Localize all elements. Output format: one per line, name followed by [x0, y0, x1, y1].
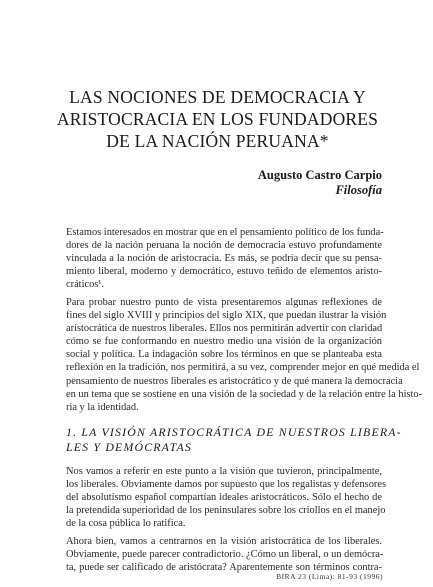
- title-line: LAS NOCIONES DE DEMOCRACIA Y: [69, 86, 366, 107]
- text-line: Estamos interesados en mostrar que en el pensamiento político de los funda-: [66, 227, 384, 238]
- text-line: cráticos¹.: [66, 279, 105, 291]
- text-line: del absolutismo español compartían ideales aristocráticos. Sólo el hecho de: [66, 492, 382, 504]
- text-line: ta, puede ser calificado de aristócrata? Aparentemente son términos contra-: [66, 562, 382, 574]
- paragraph-1: [66, 226, 382, 291]
- text-line: Ahora bien, vamos a centrarnos en la visión aristocrática de los liberales.: [66, 536, 382, 547]
- paragraph-3: [66, 465, 387, 530]
- section-heading-line: 1. LA VISIÓN ARISTOCRÁTICA DE NUESTROS LIBERA-: [66, 425, 402, 439]
- text-line: de la cosa pública lo ratifica.: [66, 518, 186, 530]
- text-line: miento liberal, moderno y democrático, estuvo teñido de elementos aristo-: [66, 266, 382, 278]
- page-footer: BIRA 23 (Lima): 81-93 (1996): [276, 572, 383, 581]
- text-line: Para probar nuestro punto de vista presentaremos algunas reflexiones de: [66, 297, 382, 308]
- author-block: [258, 168, 382, 198]
- paragraph-4: [66, 535, 382, 574]
- author-department: Filosofía: [335, 183, 382, 197]
- title-line: ARISTOCRACIA EN LOS FUNDADORES: [56, 108, 379, 129]
- text-line: en un tema que se sostiene en una visión de la sociedad y de la relación entre la histo-: [66, 388, 423, 400]
- text-line: los liberales. Obviamente damos por supuesto que los regalistas y defensores: [66, 479, 387, 491]
- text-line: dores de la nación peruana la noción de democracia estuvo profundamente: [66, 240, 382, 252]
- text-line: la pretendida superioridad de los peninsulares sobre los criollos en el manejo: [66, 505, 386, 517]
- text-line: vinculada a la noción de aristocracia. Es más, se podría decir que su pensa-: [66, 253, 382, 265]
- text-line: aristocrática de nuestros liberales. Ellos nos permitirán advertir con claridad: [66, 323, 383, 335]
- text-line: cómo se fue conformando en nuestro medio una visión de la organización: [66, 336, 382, 348]
- section-heading-line: LES Y DEMÓCRATAS: [66, 440, 193, 454]
- text-line: Nos vamos a referir en este punto a la visión que tuvieron, principalmente,: [66, 466, 382, 477]
- author-name: Augusto Castro Carpio: [257, 168, 382, 182]
- text-line: social y política. La indagación sobre los términos en que se planteaba esta: [66, 349, 382, 361]
- title-line: DE LA NACIÓN PERUANA*: [106, 130, 329, 151]
- text-line: pensamiento de nuestros liberales es aristocrático y de qué manera la democracia: [66, 375, 403, 387]
- text-line: ria y la identidad.: [66, 401, 139, 413]
- text-line: Obviamente, puede parecer contradictorio. ¿Cómo un liberal, o un demócra-: [66, 549, 384, 561]
- article-title: [40, 86, 395, 152]
- paragraph-2: [66, 296, 423, 414]
- text-line: reflexión en la tradición, nos permitirá, a su vez, comprender mejor en qué medida el: [66, 362, 420, 374]
- text-line: fines del siglo XVIII y principios del siglo XIX, que puedan ilustrar la visión: [66, 310, 387, 322]
- section-heading: [66, 425, 402, 455]
